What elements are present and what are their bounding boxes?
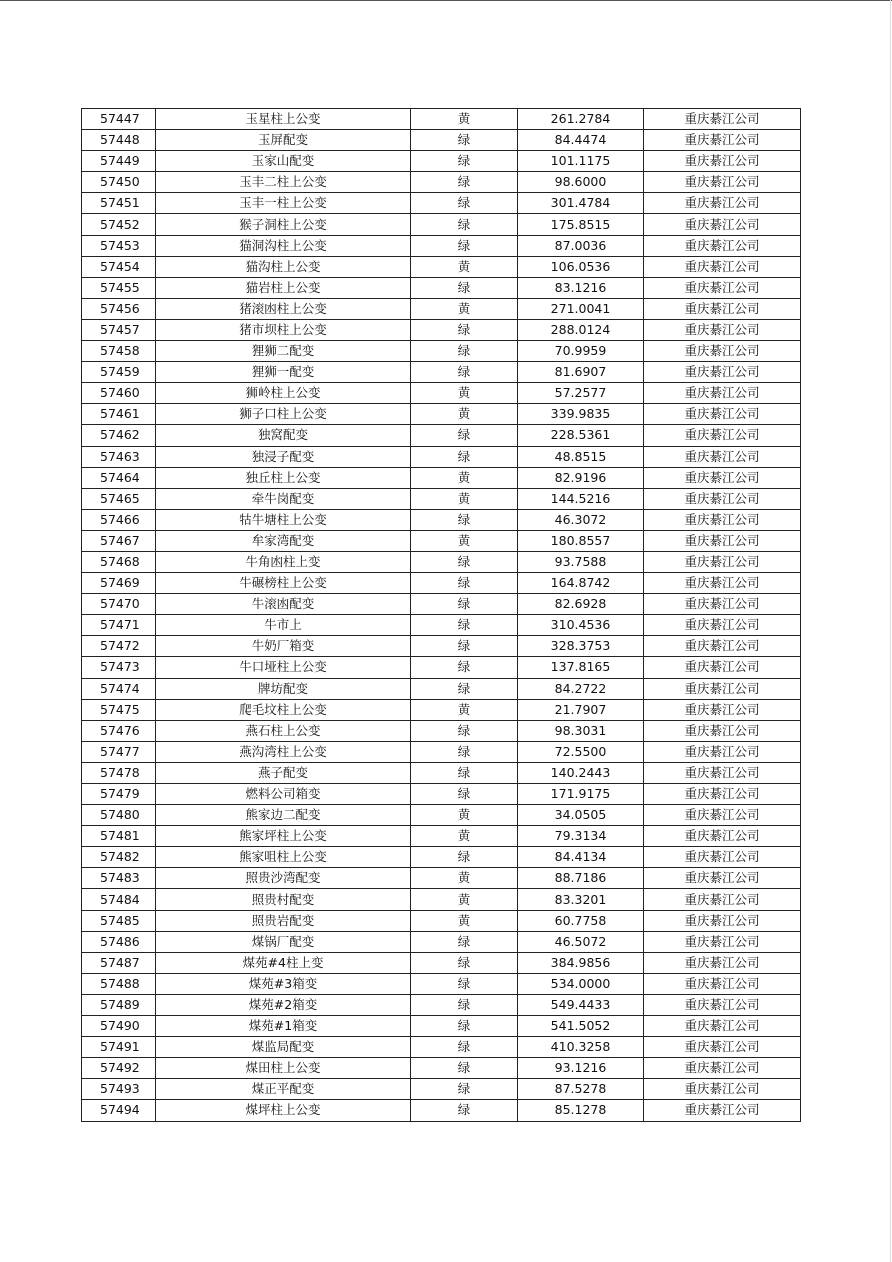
transformer-name-cell: 狸狮二配变 <box>156 341 411 362</box>
row-id-cell: 57471 <box>82 615 156 636</box>
table-row <box>82 784 801 805</box>
transformer-name-cell: 玉屏配变 <box>156 130 411 151</box>
row-id-cell: 57460 <box>82 383 156 404</box>
table-row <box>82 973 801 994</box>
value-cell: 261.2784 <box>518 109 644 130</box>
transformer-name-cell: 爬毛坟柱上公变 <box>156 699 411 720</box>
row-id-cell: 57475 <box>82 699 156 720</box>
table-row <box>82 762 801 783</box>
value-cell: 271.0041 <box>518 298 644 319</box>
row-id-cell: 57486 <box>82 931 156 952</box>
table-row <box>82 1100 801 1121</box>
status-level-cell: 绿 <box>411 678 518 699</box>
company-cell: 重庆綦江公司 <box>644 741 801 762</box>
value-cell: 328.3753 <box>518 636 644 657</box>
value-cell: 87.5278 <box>518 1079 644 1100</box>
company-cell: 重庆綦江公司 <box>644 256 801 277</box>
company-cell: 重庆綦江公司 <box>644 298 801 319</box>
row-id-cell: 57461 <box>82 404 156 425</box>
row-id-cell: 57458 <box>82 341 156 362</box>
transformer-name-cell: 独丘柱上公变 <box>156 467 411 488</box>
company-cell: 重庆綦江公司 <box>644 1100 801 1121</box>
transformer-name-cell: 牛口垭柱上公变 <box>156 657 411 678</box>
status-level-cell: 黄 <box>411 868 518 889</box>
transformer-name-cell: 独窝配变 <box>156 425 411 446</box>
company-cell: 重庆綦江公司 <box>644 341 801 362</box>
status-level-cell: 绿 <box>411 994 518 1015</box>
table-row <box>82 1037 801 1058</box>
row-id-cell: 57479 <box>82 784 156 805</box>
transformer-name-cell: 煤田柱上公变 <box>156 1058 411 1079</box>
company-cell: 重庆綦江公司 <box>644 319 801 340</box>
row-id-cell: 57465 <box>82 488 156 509</box>
company-cell: 重庆綦江公司 <box>644 573 801 594</box>
row-id-cell: 57454 <box>82 256 156 277</box>
table-row <box>82 235 801 256</box>
value-cell: 84.4474 <box>518 130 644 151</box>
company-cell: 重庆綦江公司 <box>644 151 801 172</box>
transformer-name-cell: 牟家湾配变 <box>156 530 411 551</box>
status-level-cell: 绿 <box>411 1037 518 1058</box>
value-cell: 137.8165 <box>518 657 644 678</box>
status-level-cell: 绿 <box>411 277 518 298</box>
value-cell: 83.3201 <box>518 889 644 910</box>
company-cell: 重庆綦江公司 <box>644 973 801 994</box>
table-row <box>82 383 801 404</box>
table-row <box>82 994 801 1015</box>
transformer-name-cell: 燕石柱上公变 <box>156 720 411 741</box>
value-cell: 46.3072 <box>518 509 644 530</box>
transformer-name-cell: 煤苑#2箱变 <box>156 994 411 1015</box>
value-cell: 180.8557 <box>518 530 644 551</box>
row-id-cell: 57449 <box>82 151 156 172</box>
transformer-name-cell: 煤苑#4柱上变 <box>156 952 411 973</box>
status-level-cell: 绿 <box>411 847 518 868</box>
transformer-name-cell: 燃料公司箱变 <box>156 784 411 805</box>
status-level-cell: 绿 <box>411 1016 518 1037</box>
row-id-cell: 57452 <box>82 214 156 235</box>
company-cell: 重庆綦江公司 <box>644 805 801 826</box>
value-cell: 72.5500 <box>518 741 644 762</box>
company-cell: 重庆綦江公司 <box>644 130 801 151</box>
company-cell: 重庆綦江公司 <box>644 889 801 910</box>
transformer-name-cell: 猫洞沟柱上公变 <box>156 235 411 256</box>
value-cell: 48.8515 <box>518 446 644 467</box>
status-level-cell: 黄 <box>411 467 518 488</box>
table-row <box>82 130 801 151</box>
status-level-cell: 绿 <box>411 741 518 762</box>
company-cell: 重庆綦江公司 <box>644 109 801 130</box>
table-row <box>82 931 801 952</box>
status-level-cell: 绿 <box>411 235 518 256</box>
status-level-cell: 绿 <box>411 615 518 636</box>
transformer-name-cell: 煤锅厂配变 <box>156 931 411 952</box>
company-cell: 重庆綦江公司 <box>644 1058 801 1079</box>
table-row <box>82 594 801 615</box>
transformer-name-cell: 猪滚凼柱上公变 <box>156 298 411 319</box>
status-level-cell: 绿 <box>411 573 518 594</box>
status-level-cell: 黄 <box>411 530 518 551</box>
value-cell: 549.4433 <box>518 994 644 1015</box>
table-row <box>82 1058 801 1079</box>
value-cell: 21.7907 <box>518 699 644 720</box>
table-row <box>82 172 801 193</box>
transformer-name-cell: 熊家边二配变 <box>156 805 411 826</box>
row-id-cell: 57491 <box>82 1037 156 1058</box>
table-row <box>82 425 801 446</box>
value-cell: 339.9835 <box>518 404 644 425</box>
transformer-name-cell: 燕子配变 <box>156 762 411 783</box>
company-cell: 重庆綦江公司 <box>644 762 801 783</box>
table-row <box>82 214 801 235</box>
transformer-name-cell: 照贵岩配变 <box>156 910 411 931</box>
table-row <box>82 551 801 572</box>
value-cell: 164.8742 <box>518 573 644 594</box>
company-cell: 重庆綦江公司 <box>644 193 801 214</box>
row-id-cell: 57478 <box>82 762 156 783</box>
table-row <box>82 467 801 488</box>
value-cell: 144.5216 <box>518 488 644 509</box>
company-cell: 重庆綦江公司 <box>644 1016 801 1037</box>
company-cell: 重庆綦江公司 <box>644 277 801 298</box>
value-cell: 140.2443 <box>518 762 644 783</box>
value-cell: 541.5052 <box>518 1016 644 1037</box>
status-level-cell: 绿 <box>411 193 518 214</box>
row-id-cell: 57494 <box>82 1100 156 1121</box>
value-cell: 175.8515 <box>518 214 644 235</box>
company-cell: 重庆綦江公司 <box>644 994 801 1015</box>
table-row <box>82 741 801 762</box>
status-level-cell: 绿 <box>411 446 518 467</box>
row-id-cell: 57455 <box>82 277 156 298</box>
transformer-name-cell: 煤正平配变 <box>156 1079 411 1100</box>
company-cell: 重庆綦江公司 <box>644 235 801 256</box>
value-cell: 85.1278 <box>518 1100 644 1121</box>
value-cell: 84.4134 <box>518 847 644 868</box>
status-level-cell: 黄 <box>411 383 518 404</box>
company-cell: 重庆綦江公司 <box>644 615 801 636</box>
value-cell: 410.3258 <box>518 1037 644 1058</box>
table-row <box>82 952 801 973</box>
status-level-cell: 绿 <box>411 952 518 973</box>
value-cell: 87.0036 <box>518 235 644 256</box>
company-cell: 重庆綦江公司 <box>644 657 801 678</box>
status-level-cell: 黄 <box>411 488 518 509</box>
table-row <box>82 910 801 931</box>
company-cell: 重庆綦江公司 <box>644 1037 801 1058</box>
table-body <box>82 109 801 1122</box>
row-id-cell: 57447 <box>82 109 156 130</box>
row-id-cell: 57482 <box>82 847 156 868</box>
status-level-cell: 绿 <box>411 784 518 805</box>
table-row <box>82 446 801 467</box>
table-row <box>82 720 801 741</box>
company-cell: 重庆綦江公司 <box>644 826 801 847</box>
value-cell: 106.0536 <box>518 256 644 277</box>
transformer-name-cell: 牯牛塘柱上公变 <box>156 509 411 530</box>
table-row <box>82 530 801 551</box>
row-id-cell: 57456 <box>82 298 156 319</box>
company-cell: 重庆綦江公司 <box>644 910 801 931</box>
company-cell: 重庆綦江公司 <box>644 425 801 446</box>
transformer-name-cell: 牛滚凼配变 <box>156 594 411 615</box>
transformer-name-cell: 牛碾榜柱上公变 <box>156 573 411 594</box>
value-cell: 93.7588 <box>518 551 644 572</box>
transformer-table <box>81 108 801 1122</box>
table-row <box>82 319 801 340</box>
row-id-cell: 57470 <box>82 594 156 615</box>
value-cell: 98.6000 <box>518 172 644 193</box>
company-cell: 重庆綦江公司 <box>644 214 801 235</box>
company-cell: 重庆綦江公司 <box>644 931 801 952</box>
transformer-name-cell: 照贵村配变 <box>156 889 411 910</box>
row-id-cell: 57489 <box>82 994 156 1015</box>
transformer-name-cell: 熊家咀柱上公变 <box>156 847 411 868</box>
status-level-cell: 绿 <box>411 973 518 994</box>
status-level-cell: 绿 <box>411 551 518 572</box>
company-cell: 重庆綦江公司 <box>644 952 801 973</box>
row-id-cell: 57459 <box>82 362 156 383</box>
value-cell: 82.6928 <box>518 594 644 615</box>
transformer-name-cell: 狮岭柱上公变 <box>156 383 411 404</box>
table-row <box>82 678 801 699</box>
value-cell: 82.9196 <box>518 467 644 488</box>
transformer-name-cell: 熊家坪柱上公变 <box>156 826 411 847</box>
table-row <box>82 256 801 277</box>
row-id-cell: 57468 <box>82 551 156 572</box>
transformer-name-cell: 煤苑#3箱变 <box>156 973 411 994</box>
transformer-name-cell: 猴子洞柱上公变 <box>156 214 411 235</box>
table-row <box>82 573 801 594</box>
row-id-cell: 57477 <box>82 741 156 762</box>
company-cell: 重庆綦江公司 <box>644 699 801 720</box>
row-id-cell: 57453 <box>82 235 156 256</box>
value-cell: 60.7758 <box>518 910 644 931</box>
row-id-cell: 57462 <box>82 425 156 446</box>
status-level-cell: 黄 <box>411 910 518 931</box>
status-level-cell: 绿 <box>411 594 518 615</box>
value-cell: 93.1216 <box>518 1058 644 1079</box>
transformer-name-cell: 玉丰一柱上公变 <box>156 193 411 214</box>
value-cell: 79.3134 <box>518 826 644 847</box>
transformer-name-cell: 牛市上 <box>156 615 411 636</box>
row-id-cell: 57490 <box>82 1016 156 1037</box>
status-level-cell: 绿 <box>411 657 518 678</box>
table-row <box>82 699 801 720</box>
status-level-cell: 绿 <box>411 1058 518 1079</box>
transformer-name-cell: 猪市坝柱上公变 <box>156 319 411 340</box>
transformer-name-cell: 煤坪柱上公变 <box>156 1100 411 1121</box>
table-row <box>82 889 801 910</box>
table-row <box>82 362 801 383</box>
company-cell: 重庆綦江公司 <box>644 488 801 509</box>
transformer-name-cell: 煤监局配变 <box>156 1037 411 1058</box>
row-id-cell: 57480 <box>82 805 156 826</box>
transformer-name-cell: 照贵沙湾配变 <box>156 868 411 889</box>
status-level-cell: 绿 <box>411 319 518 340</box>
company-cell: 重庆綦江公司 <box>644 467 801 488</box>
transformer-name-cell: 煤苑#1箱变 <box>156 1016 411 1037</box>
table-row <box>82 615 801 636</box>
row-id-cell: 57467 <box>82 530 156 551</box>
status-level-cell: 黄 <box>411 805 518 826</box>
row-id-cell: 57466 <box>82 509 156 530</box>
transformer-name-cell: 牛角凼柱上变 <box>156 551 411 572</box>
row-id-cell: 57493 <box>82 1079 156 1100</box>
table-row <box>82 805 801 826</box>
table-row <box>82 193 801 214</box>
row-id-cell: 57469 <box>82 573 156 594</box>
transformer-name-cell: 牵牛岗配变 <box>156 488 411 509</box>
status-level-cell: 绿 <box>411 425 518 446</box>
status-level-cell: 绿 <box>411 214 518 235</box>
status-level-cell: 绿 <box>411 636 518 657</box>
status-level-cell: 绿 <box>411 1079 518 1100</box>
table-row <box>82 509 801 530</box>
value-cell: 310.4536 <box>518 615 644 636</box>
status-level-cell: 黄 <box>411 404 518 425</box>
company-cell: 重庆綦江公司 <box>644 383 801 404</box>
row-id-cell: 57487 <box>82 952 156 973</box>
value-cell: 81.6907 <box>518 362 644 383</box>
row-id-cell: 57484 <box>82 889 156 910</box>
status-level-cell: 绿 <box>411 130 518 151</box>
row-id-cell: 57450 <box>82 172 156 193</box>
value-cell: 46.5072 <box>518 931 644 952</box>
row-id-cell: 57485 <box>82 910 156 931</box>
company-cell: 重庆綦江公司 <box>644 1079 801 1100</box>
company-cell: 重庆綦江公司 <box>644 446 801 467</box>
company-cell: 重庆綦江公司 <box>644 509 801 530</box>
value-cell: 83.1216 <box>518 277 644 298</box>
row-id-cell: 57463 <box>82 446 156 467</box>
value-cell: 301.4784 <box>518 193 644 214</box>
transformer-name-cell: 牌坊配变 <box>156 678 411 699</box>
table-row <box>82 151 801 172</box>
company-cell: 重庆綦江公司 <box>644 847 801 868</box>
status-level-cell: 黄 <box>411 889 518 910</box>
value-cell: 288.0124 <box>518 319 644 340</box>
page-top-border <box>0 0 892 1</box>
transformer-name-cell: 牛奶厂箱变 <box>156 636 411 657</box>
company-cell: 重庆綦江公司 <box>644 404 801 425</box>
transformer-name-cell: 狸狮一配变 <box>156 362 411 383</box>
table-row <box>82 636 801 657</box>
transformer-name-cell: 玉星柱上公变 <box>156 109 411 130</box>
table-row <box>82 341 801 362</box>
status-level-cell: 绿 <box>411 1100 518 1121</box>
table-row <box>82 1016 801 1037</box>
status-level-cell: 绿 <box>411 172 518 193</box>
value-cell: 57.2577 <box>518 383 644 404</box>
value-cell: 171.9175 <box>518 784 644 805</box>
value-cell: 98.3031 <box>518 720 644 741</box>
row-id-cell: 57473 <box>82 657 156 678</box>
transformer-name-cell: 猫沟柱上公变 <box>156 256 411 277</box>
transformer-name-cell: 狮子口柱上公变 <box>156 404 411 425</box>
status-level-cell: 绿 <box>411 362 518 383</box>
table-row <box>82 657 801 678</box>
company-cell: 重庆綦江公司 <box>644 551 801 572</box>
transformer-name-cell: 燕沟湾柱上公变 <box>156 741 411 762</box>
company-cell: 重庆綦江公司 <box>644 594 801 615</box>
value-cell: 101.1175 <box>518 151 644 172</box>
status-level-cell: 黄 <box>411 109 518 130</box>
transformer-name-cell: 猫岩柱上公变 <box>156 277 411 298</box>
table-row <box>82 1079 801 1100</box>
status-level-cell: 黄 <box>411 699 518 720</box>
company-cell: 重庆綦江公司 <box>644 868 801 889</box>
row-id-cell: 57488 <box>82 973 156 994</box>
row-id-cell: 57476 <box>82 720 156 741</box>
row-id-cell: 57474 <box>82 678 156 699</box>
transformer-name-cell: 玉家山配变 <box>156 151 411 172</box>
transformer-name-cell: 独浸子配变 <box>156 446 411 467</box>
row-id-cell: 57457 <box>82 319 156 340</box>
transformer-name-cell: 玉丰二柱上公变 <box>156 172 411 193</box>
value-cell: 88.7186 <box>518 868 644 889</box>
row-id-cell: 57492 <box>82 1058 156 1079</box>
company-cell: 重庆綦江公司 <box>644 530 801 551</box>
table-row <box>82 298 801 319</box>
page-right-edge <box>890 0 891 1262</box>
company-cell: 重庆綦江公司 <box>644 678 801 699</box>
table-row <box>82 488 801 509</box>
company-cell: 重庆綦江公司 <box>644 636 801 657</box>
value-cell: 228.5361 <box>518 425 644 446</box>
company-cell: 重庆綦江公司 <box>644 784 801 805</box>
value-cell: 534.0000 <box>518 973 644 994</box>
value-cell: 84.2722 <box>518 678 644 699</box>
row-id-cell: 57483 <box>82 868 156 889</box>
row-id-cell: 57448 <box>82 130 156 151</box>
row-id-cell: 57451 <box>82 193 156 214</box>
row-id-cell: 57472 <box>82 636 156 657</box>
status-level-cell: 黄 <box>411 826 518 847</box>
status-level-cell: 绿 <box>411 720 518 741</box>
company-cell: 重庆綦江公司 <box>644 172 801 193</box>
status-level-cell: 绿 <box>411 151 518 172</box>
table-row <box>82 277 801 298</box>
value-cell: 34.0505 <box>518 805 644 826</box>
company-cell: 重庆綦江公司 <box>644 362 801 383</box>
status-level-cell: 绿 <box>411 931 518 952</box>
company-cell: 重庆綦江公司 <box>644 720 801 741</box>
status-level-cell: 绿 <box>411 341 518 362</box>
table-row <box>82 868 801 889</box>
table-row <box>82 826 801 847</box>
row-id-cell: 57481 <box>82 826 156 847</box>
row-id-cell: 57464 <box>82 467 156 488</box>
status-level-cell: 绿 <box>411 762 518 783</box>
status-level-cell: 绿 <box>411 509 518 530</box>
table-row <box>82 847 801 868</box>
table-row <box>82 109 801 130</box>
status-level-cell: 黄 <box>411 256 518 277</box>
table-row <box>82 404 801 425</box>
status-level-cell: 黄 <box>411 298 518 319</box>
value-cell: 384.9856 <box>518 952 644 973</box>
value-cell: 70.9959 <box>518 341 644 362</box>
